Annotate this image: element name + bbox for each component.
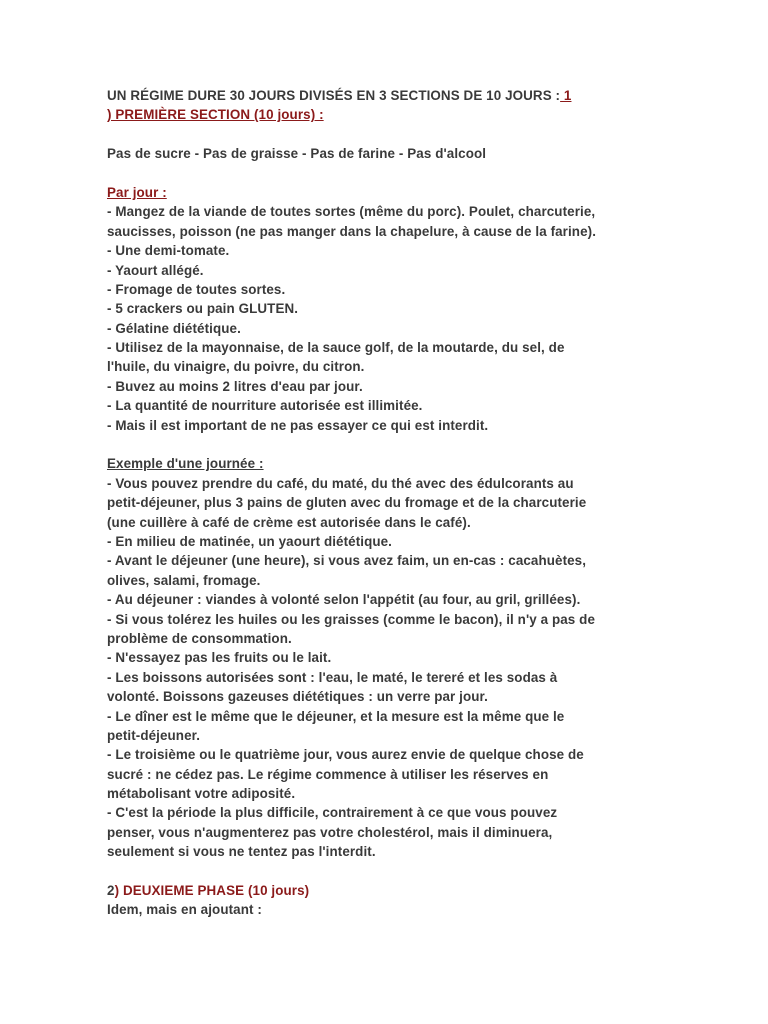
section-1-number: 1 xyxy=(560,88,572,103)
list-item: saucisses, poisson (ne pas manger dans la chapelure, à cause de la farine). xyxy=(107,223,597,239)
list-item: - Les boissons autorisées sont : l'eau, le maté, le tereré et les sodas à xyxy=(107,669,558,685)
document-title-line-1 xyxy=(107,86,667,105)
list-item: sucré : ne cédez pas. Le régime commence à utiliser les réserves en xyxy=(107,766,549,782)
list-item: - En milieu de matinée, un yaourt diététique. xyxy=(107,533,393,549)
list-item: penser, vous n'augmenterez pas votre cholestérol, mais il diminuera, xyxy=(107,824,553,840)
par-jour-heading: Par jour : xyxy=(107,184,167,200)
list-item: - C'est la période la plus difficile, contrairement à ce que vous pouvez xyxy=(107,805,558,821)
list-item: - Une demi-tomate. xyxy=(107,243,230,259)
list-item: seulement si vous ne tentez pas l'interdit. xyxy=(107,844,376,860)
list-item: - Mangez de la viande de toutes sortes (même du porc). Poulet, charcuterie, xyxy=(107,204,596,220)
section-1-heading xyxy=(107,105,667,124)
document-body xyxy=(107,86,667,920)
document-title: UN RÉGIME DURE 30 JOURS DIVISÉS EN 3 SECTIONS DE 10 JOURS : xyxy=(107,88,561,103)
list-item: (une cuillère à café de crème est autorisée dans le café). xyxy=(107,514,471,530)
section-2-title: ) DEUXIEME PHASE (10 jours) xyxy=(114,883,310,899)
par-jour-list xyxy=(107,202,667,435)
section-1-title: ) PREMIÈRE SECTION (10 jours) : xyxy=(107,107,324,123)
list-item: problème de consommation. xyxy=(107,630,292,646)
list-item: - Buvez au moins 2 litres d'eau par jour. xyxy=(107,378,363,394)
list-item: - Avant le déjeuner (une heure), si vous avez faim, un en-cas : cacahuètes, xyxy=(107,553,587,569)
list-item: - La quantité de nourriture autorisée est illimitée. xyxy=(107,398,423,414)
section-2-intro: Idem, mais en ajoutant : xyxy=(107,902,262,918)
section-2-number: 2 xyxy=(107,883,115,899)
list-item: petit-déjeuner, plus 3 pains de gluten avec du fromage et de la charcuterie xyxy=(107,495,587,511)
list-item: - Vous pouvez prendre du café, du maté, du thé avec des édulcorants au xyxy=(107,475,574,491)
list-item: petit-déjeuner. xyxy=(107,727,201,743)
list-item: volonté. Boissons gazeuses diététiques : un verre par jour. xyxy=(107,689,488,705)
list-item: métabolisant votre adiposité. xyxy=(107,786,296,802)
list-item: - Le troisième ou le quatrième jour, vous aurez envie de quelque chose de xyxy=(107,747,584,763)
list-item: - N'essayez pas les fruits ou le lait. xyxy=(107,650,332,666)
list-item: l'huile, du vinaigre, du poivre, du citron. xyxy=(107,359,365,375)
list-item: - Fromage de toutes sortes. xyxy=(107,281,286,297)
list-item: - 5 crackers ou pain GLUTEN. xyxy=(107,301,299,317)
list-item: - Le dîner est le même que le déjeuner, et la mesure est la même que le xyxy=(107,708,565,724)
list-item: - Gélatine diététique. xyxy=(107,320,241,336)
list-item: - Si vous tolérez les huiles ou les graisses (comme le bacon), il n'y a pas de xyxy=(107,611,596,627)
list-item: - Mais il est important de ne pas essayer ce qui est interdit. xyxy=(107,417,489,433)
section-2-heading xyxy=(107,881,667,900)
list-item: - Au déjeuner : viandes à volonté selon l'appétit (au four, au gril, grillées). xyxy=(107,592,581,608)
list-item: olives, salami, fromage. xyxy=(107,572,261,588)
restrictions-line: Pas de sucre - Pas de graisse - Pas de farine - Pas d'alcool xyxy=(107,146,487,162)
list-item: - Utilisez de la mayonnaise, de la sauce golf, de la moutarde, du sel, de xyxy=(107,340,565,356)
exemple-heading: Exemple d'une journée : xyxy=(107,456,264,472)
list-item: - Yaourt allégé. xyxy=(107,262,204,278)
exemple-list xyxy=(107,474,667,862)
